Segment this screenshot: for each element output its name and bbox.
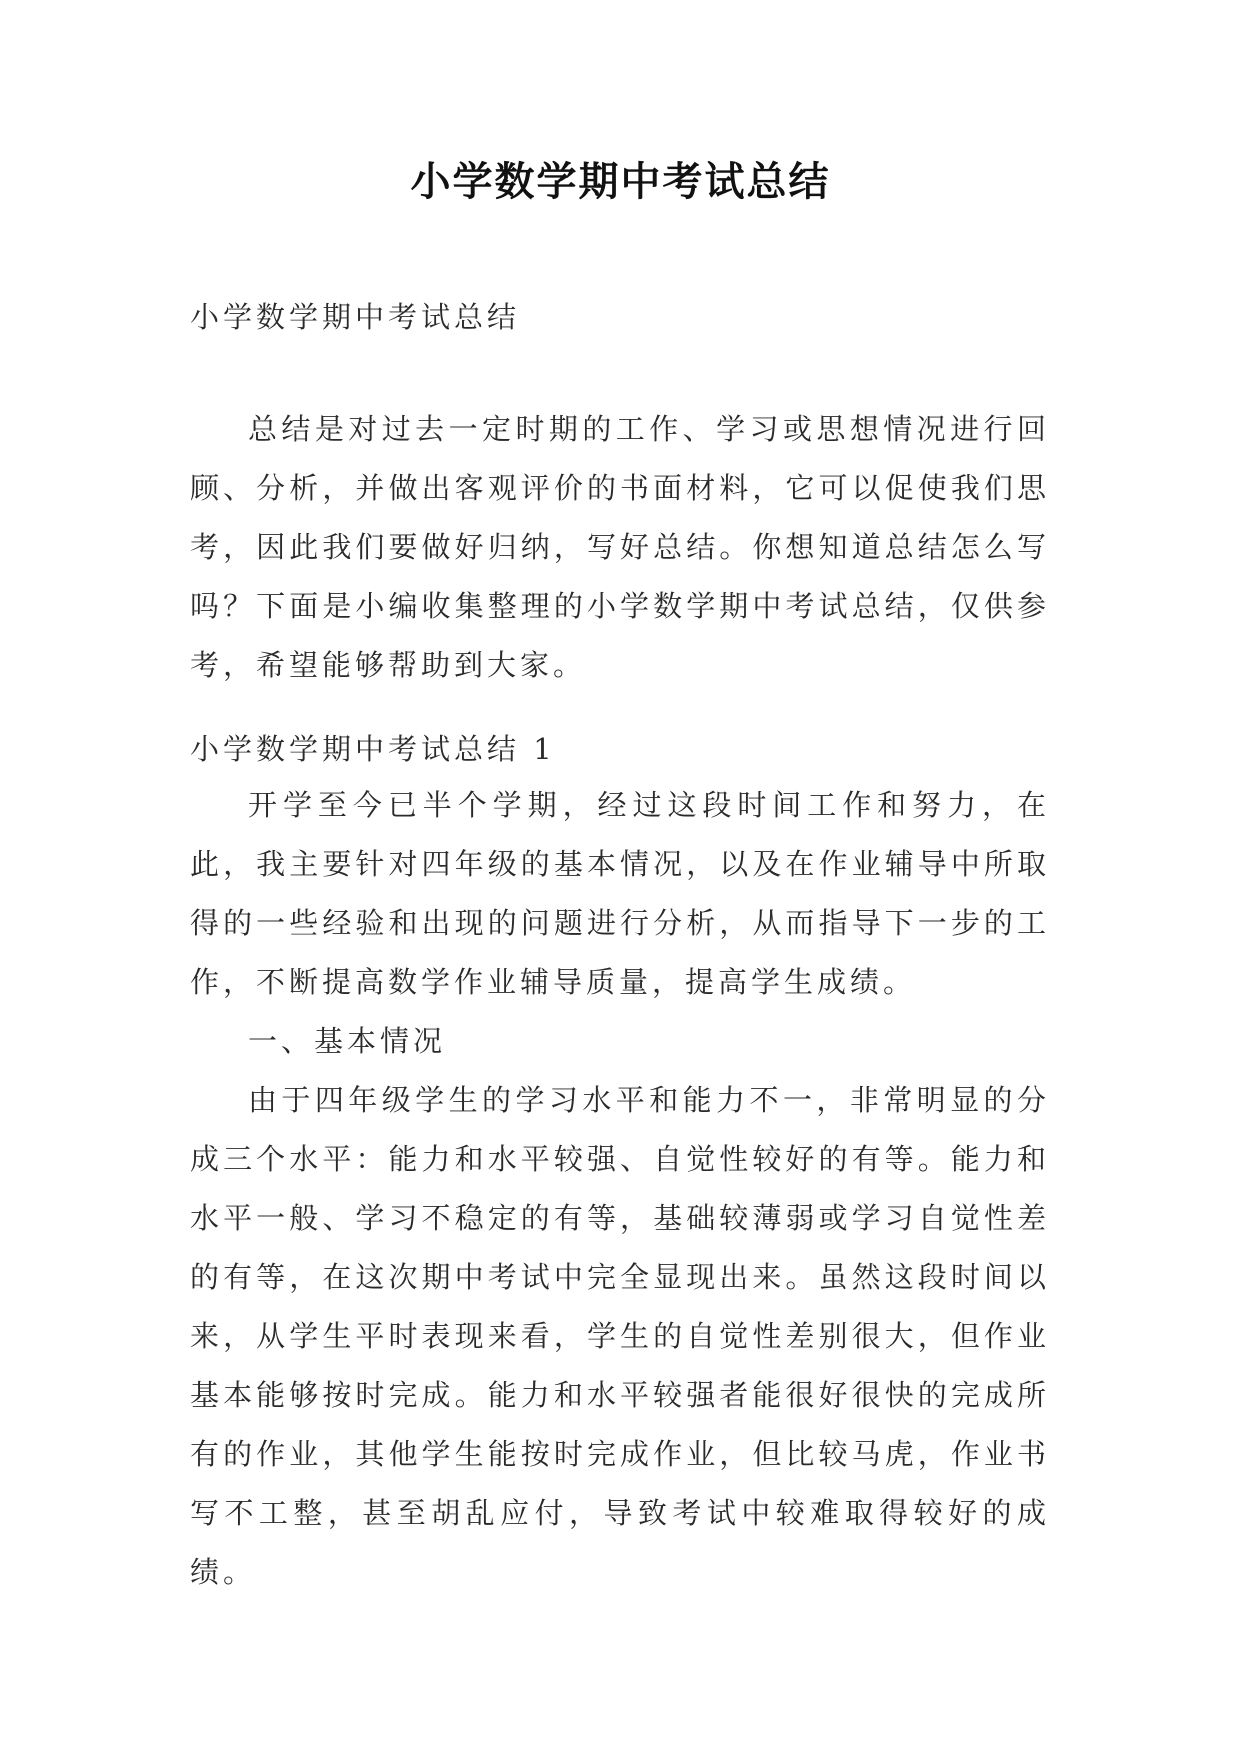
intro-section (190, 400, 1050, 695)
section-1-paragraph-1: 开学至今已半个学期，经过这段时间工作和努力，在此，我主要针对四年级的基本情况，以及在作业辅导中所取得的一些经验和出现的问题进行分析，从而指导下一步的工作，不断提高数学作业辅导质量，提高学生成绩。 (190, 788, 1050, 999)
section-1-title: 小学数学期中考试总结 1 (190, 732, 556, 766)
document-title: 小学数学期中考试总结 (410, 158, 831, 205)
section-1-body (190, 776, 1050, 1602)
section-1-heading-basic-situation: 一、基本情况 (248, 1024, 447, 1058)
intro-paragraph: 总结是对过去一定时期的工作、学习或思想情况进行回顾、分析，并做出客观评价的书面材料，它可以促使我们思考，因此我们要做好归纳，写好总结。你想知道总结怎么写吗？下面是小编收集整理的小学数学期中考试总结，仅供参考，希望能够帮助到大家。 (190, 412, 1050, 682)
document-subtitle: 小学数学期中考试总结 (190, 300, 521, 334)
section-1-paragraph-2: 由于四年级学生的学习水平和能力不一，非常明显的分成三个水平：能力和水平较强、自觉性较好的有等。能力和水平一般、学习不稳定的有等，基础较薄弱或学习自觉性差的有等，在这次期中考试中完全显现出来。虽然这段时间以来，从学生平时表现来看，学生的自觉性差别很大，但作业基本能够按时完成。能力和水平较强者能很好很快的完成所有的作业，其他学生能按时完成作业，但比较马虎，作业书写不工整，甚至胡乱应付，导致考试中较难取得较好的成绩。 (190, 1083, 1050, 1589)
